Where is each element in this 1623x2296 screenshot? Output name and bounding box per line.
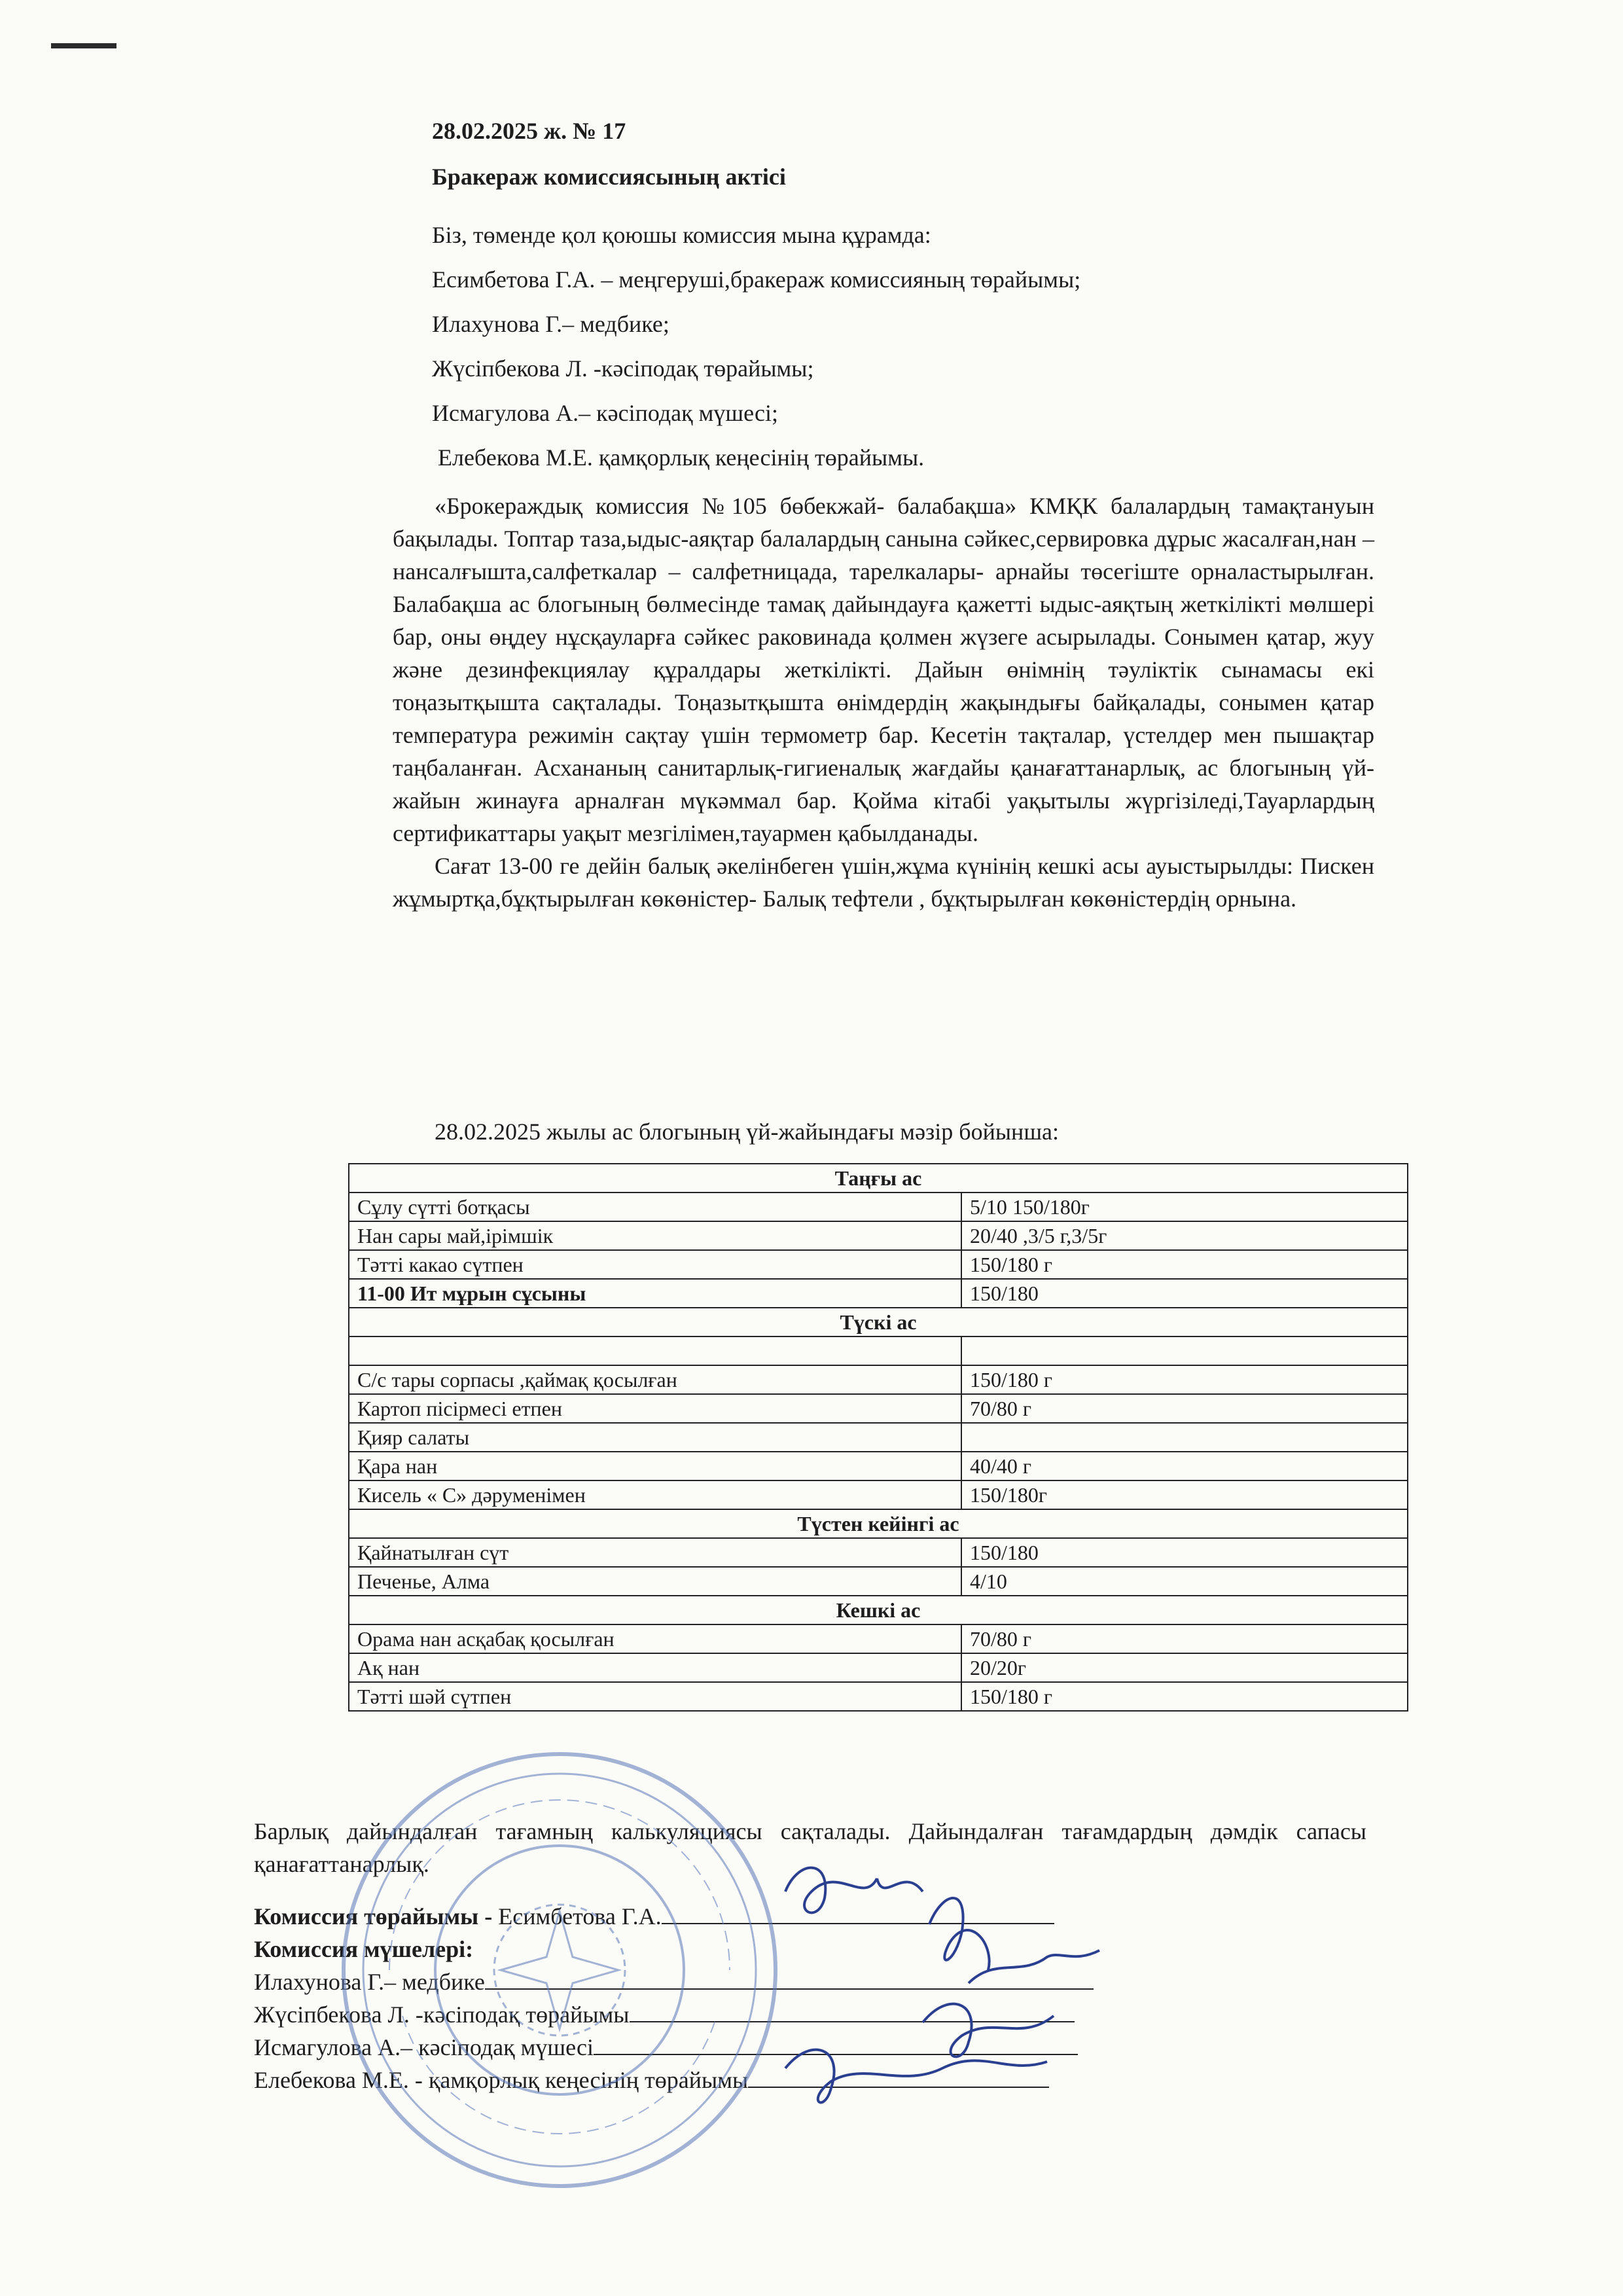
member-line: Илахунова Г.– медбике; — [432, 311, 669, 337]
commission-composition — [432, 213, 1080, 480]
section-title: Түстен кейінгі ас — [349, 1509, 1408, 1538]
table-row — [349, 1365, 1408, 1394]
table-row — [349, 1336, 1408, 1365]
table-row — [349, 1279, 1408, 1308]
dish-name: 11-00 Ит мұрын сұсыны — [349, 1279, 961, 1308]
table-row — [349, 1682, 1408, 1711]
chair-name: Есимбетова Г.А. — [492, 1903, 662, 1929]
dish-name: Печенье, Алма — [349, 1567, 961, 1596]
document-title: Бракераж комиссиясының актісі — [432, 164, 786, 190]
table-row — [349, 1567, 1408, 1596]
dish-portion: 70/80 г — [961, 1394, 1408, 1423]
dish-name: Қияр салаты — [349, 1423, 961, 1452]
dish-portion: 150/180г — [961, 1480, 1408, 1509]
section-row — [349, 1596, 1408, 1624]
dish-name: Орама нан асқабақ қосылған — [349, 1624, 961, 1653]
member-line: Есимбетова Г.А. – меңгеруші,бракераж комиссияның төрайымы; — [432, 266, 1081, 293]
dish-name: Қара нан — [349, 1452, 961, 1480]
dish-name: Нан сары май,ірімшік — [349, 1221, 961, 1250]
table-row — [349, 1423, 1408, 1452]
dish-portion: 20/20г — [961, 1653, 1408, 1682]
dish-name: С/с тары сорпасы ,қаймақ қосылған — [349, 1365, 961, 1394]
signer-name: Жүсіпбекова Л. -кәсіподақ төрайымы — [254, 2001, 630, 2028]
dish-portion: 150/180 — [961, 1538, 1408, 1567]
table-row — [349, 1193, 1408, 1221]
dish-portion: 20/40 ,3/5 г,3/5г — [961, 1221, 1408, 1250]
dish-portion: 150/180 — [961, 1279, 1408, 1308]
dish-portion: 5/10 150/180г — [961, 1193, 1408, 1221]
table-row — [349, 1394, 1408, 1423]
table-row — [349, 1452, 1408, 1480]
table-row — [349, 1624, 1408, 1653]
menu-table — [348, 1163, 1408, 1712]
dish-portion: 150/180 г — [961, 1365, 1408, 1394]
members-label: Комиссия мүшелері: — [254, 1936, 474, 1962]
official-stamp — [330, 1741, 789, 2199]
dish-portion: 150/180 г — [961, 1250, 1408, 1279]
dish-name: Тәтті шәй сүтпен — [349, 1682, 961, 1711]
dish-name: Кисель « С» дәруменімен — [349, 1480, 961, 1509]
section-title: Таңғы ас — [349, 1164, 1408, 1193]
signer-name: Исмагулова А.– кәсіподақ мүшесі — [254, 2034, 594, 2060]
chair-label: Комиссия төрайымы - — [254, 1903, 493, 1929]
inspection-paragraph: «Брокераждық комиссия №105 бөбекжай- балабақша» КМҚК балалардың тамақтануын бақылады. Топтар таза,ыдыс-аяқтар балалардың санына сәйкес,сервировка дұрыс жасалған,нан –нансалғышта,салфеткалар – салфетницада, тарелкалары- арнайы төсегіште орналастырылған. Балабақша ас блогының бөлмесінде тамақ дайындауға қажетті ыдыс-аяқтың жеткілікті мөлшері бар, оны өңдеу нұсқауларға сәйкес раковинада қолмен жүзеге асырылады. Сонымен қатар, жуу және дезинфекциялау құралдары жеткілікті. Дайын өнімнің тәуліктік сынамасы екі тоңазытқышта сақталады. Тоңазытқышта өнімдердің жақындығы байқалады, сонымен қатар температура режимін сақтау үшін термометр бар. Кесетін тақталар, үстелдер мен пышақтар таңбаланған. Асхананың санитарлық-гигиеналық жағдайы қанағаттанарлық, ас блогының үй-жайын жинауға арналған мүкәммал бар. Қойма кітабі уақытылы жүргізіледі,Тауарлардың сертификаттары уақыт мезгілімен,тауармен қабылданады. — [393, 493, 1374, 846]
dish-portion: 70/80 г — [961, 1624, 1408, 1653]
dish-name — [349, 1336, 961, 1365]
handwritten-signatures — [772, 1852, 1113, 2127]
dish-name: Картоп пісірмесі етпен — [349, 1394, 961, 1423]
dish-name: Сұлу сүтті ботқасы — [349, 1193, 961, 1221]
table-row — [349, 1221, 1408, 1250]
document-header — [432, 108, 786, 200]
replacement-paragraph: Сағат 13-00 ге дейін балық әкелінбеген үшін,жұма күнінің кешкі асы ауыстырылды: Пискен жұмыртқа,бұқтырылған көкөністер- Балық тефтели , бұқтырылған көкөністердің орнына. — [393, 853, 1374, 912]
menu-intro: 28.02.2025 жылы ас блогының үй-жайындағы мәзір бойынша: — [435, 1119, 1060, 1145]
scan-mark — [51, 43, 116, 48]
table-row — [349, 1250, 1408, 1279]
signer-name: Илахунова Г.– медбике — [254, 1969, 485, 1995]
closing-statement: Барлық дайындалған тағамның калькуляциясы сақталады. Дайындалған тағамдардың дәмдік сапасы қанағаттанарлық. — [254, 1818, 1366, 1877]
dish-portion — [961, 1423, 1408, 1452]
dish-portion: 150/180 г — [961, 1682, 1408, 1711]
inspection-body — [393, 490, 1374, 915]
dish-name: Қайнатылған сүт — [349, 1538, 961, 1567]
dish-portion: 40/40 г — [961, 1452, 1408, 1480]
table-row — [349, 1653, 1408, 1682]
member-line: Жүсіпбекова Л. -кәсіподақ төрайымы; — [432, 355, 814, 382]
dish-name: Ақ нан — [349, 1653, 961, 1682]
section-row — [349, 1164, 1408, 1193]
signer-name: Елебекова М.Е. - қамқорлық кеңесінің төрайымы — [254, 2067, 749, 2093]
date-number: 28.02.2025 ж. № 17 — [432, 118, 626, 144]
dish-portion: 4/10 — [961, 1567, 1408, 1596]
member-line: Елебекова М.Е. қамқорлық кеңесінің төрайымы. — [432, 444, 925, 471]
dish-portion — [961, 1336, 1408, 1365]
section-title: Түскі ас — [349, 1308, 1408, 1336]
section-row — [349, 1308, 1408, 1336]
table-row — [349, 1538, 1408, 1567]
member-line: Исмагулова А.– кәсіподақ мүшесі; — [432, 400, 778, 426]
dish-name: Тәтті какао сүтпен — [349, 1250, 961, 1279]
intro-line: Біз, төменде қол қоюшы комиссия мына құрамда: — [432, 222, 931, 248]
section-row — [349, 1509, 1408, 1538]
table-row — [349, 1480, 1408, 1509]
section-title: Кешкі ас — [349, 1596, 1408, 1624]
